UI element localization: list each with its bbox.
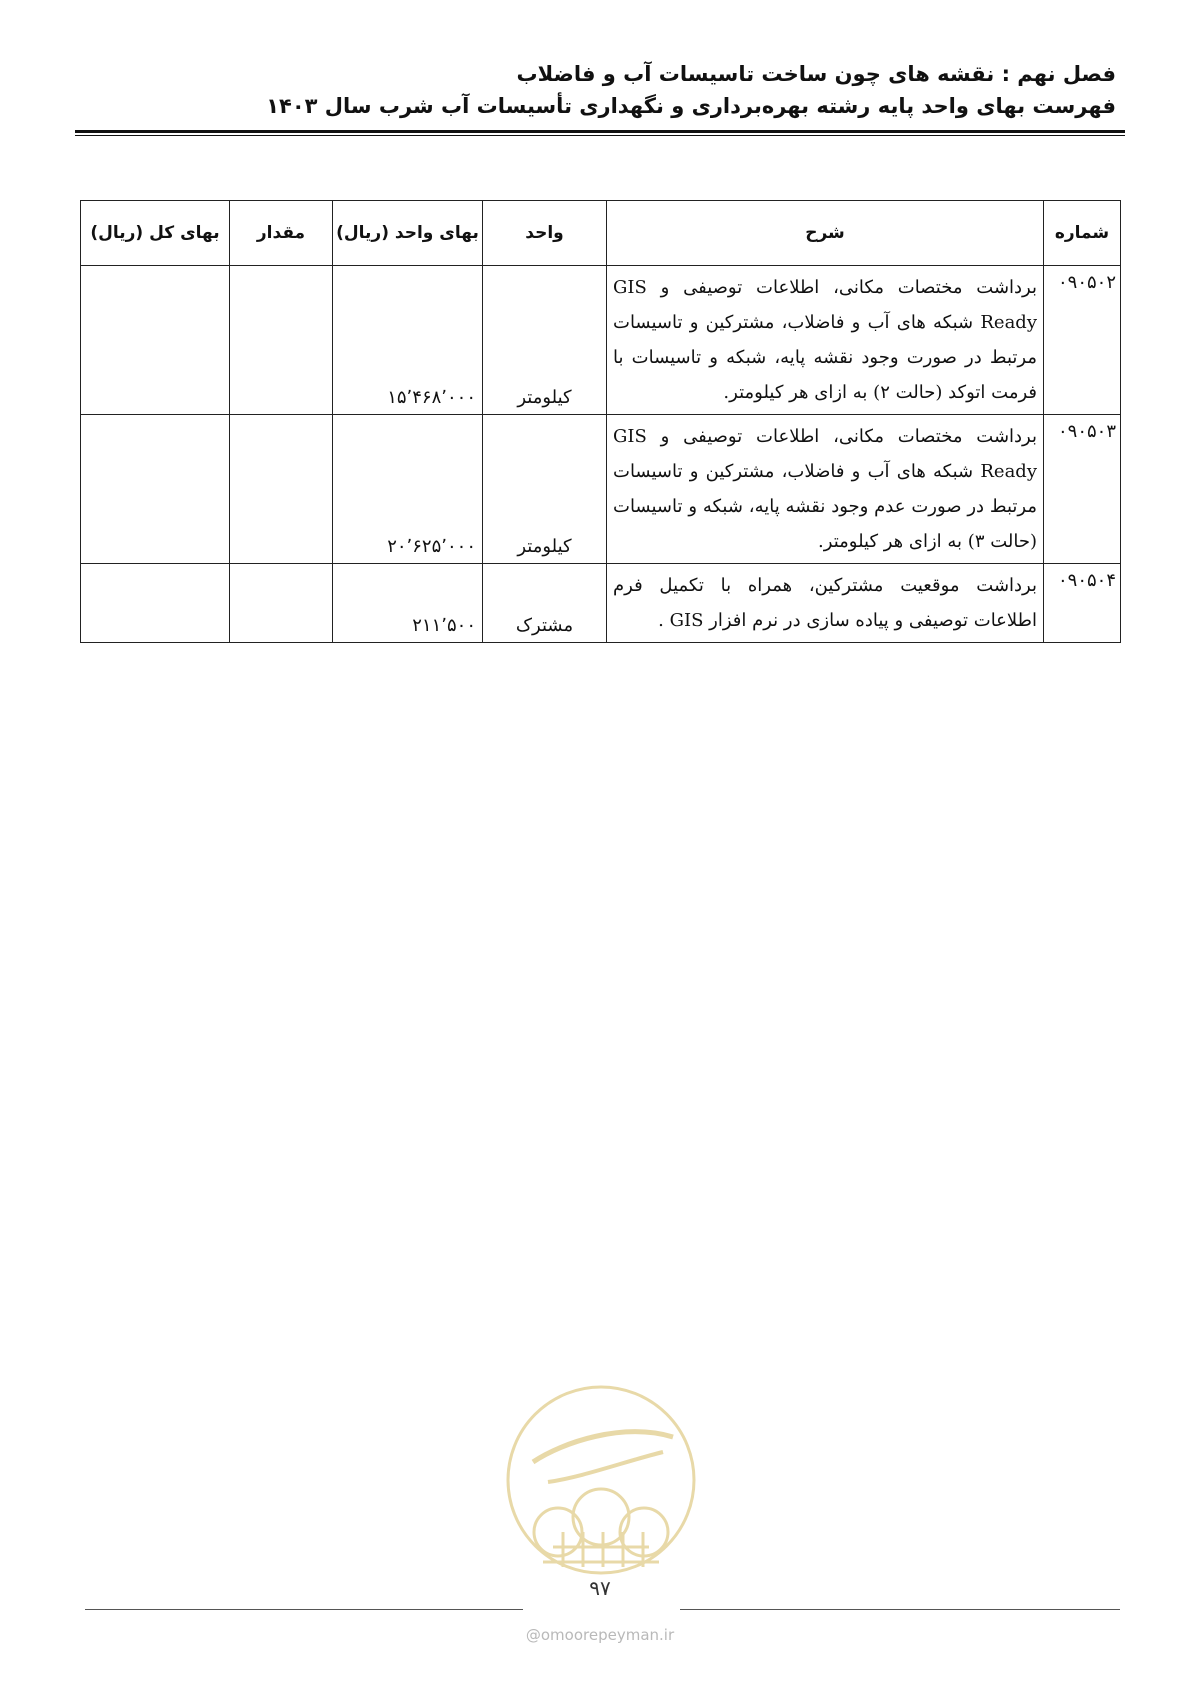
chapter-title: فصل نهم : نقشه های چون ساخت تاسیسات آب و فاضلاب <box>516 62 1116 86</box>
document-title: فهرست بهای واحد پایه رشته بهره‌برداری و نگهداری تأسیسات آب شرب سال ۱۴۰۳ <box>266 94 1116 118</box>
item-quantity <box>230 415 333 564</box>
header-rule-thin <box>75 135 1125 136</box>
table-row <box>81 415 1121 564</box>
item-number: ۰۹۰۵۰۳ <box>1044 415 1121 564</box>
item-unit-price: ۲۱۱٬۵۰۰ <box>333 564 483 643</box>
header-rule-thick <box>75 130 1125 133</box>
footer-handle: @omoorepeyman.ir <box>525 1626 675 1644</box>
item-number: ۰۹۰۵۰۴ <box>1044 564 1121 643</box>
column-header-total-price: بهای کل (ریال) <box>81 201 230 266</box>
item-description: برداشت موقعیت مشترکین، همراه با تکمیل فرم اطلاعات توصیفی و پیاده سازی در نرم افزار GIS . <box>607 564 1044 643</box>
table-header-row <box>81 201 1121 266</box>
column-header-unit: واحد <box>483 201 607 266</box>
item-total <box>81 415 230 564</box>
item-unit: کیلومتر <box>483 415 607 564</box>
item-total <box>81 564 230 643</box>
item-description: برداشت مختصات مکانی، اطلاعات توصیفی و GIS Ready شبکه های آب و فاضلاب، مشترکین و تاسیسات مرتبط در صورت عدم وجود نقشه پایه، شبکه و تاسیسات (حالت ۳) به ازای هر کیلومتر. <box>607 415 1044 564</box>
footer-rule-right <box>680 1609 1120 1610</box>
column-header-unit-price: بهای واحد (ریال) <box>333 201 483 266</box>
item-total <box>81 266 230 415</box>
item-unit: مشترک <box>483 564 607 643</box>
table-row <box>81 266 1121 415</box>
column-header-number: شماره <box>1044 201 1121 266</box>
watermark-logo <box>503 1382 699 1578</box>
item-number: ۰۹۰۵۰۲ <box>1044 266 1121 415</box>
item-quantity <box>230 266 333 415</box>
footer-rule-left <box>85 1609 523 1610</box>
item-unit-price: ۲۰٬۶۲۵٬۰۰۰ <box>333 415 483 564</box>
page-number: ۹۷ <box>589 1576 611 1600</box>
item-unit: کیلومتر <box>483 266 607 415</box>
item-quantity <box>230 564 333 643</box>
item-unit-price: ۱۵٬۴۶۸٬۰۰۰ <box>333 266 483 415</box>
column-header-description: شرح <box>607 201 1044 266</box>
table-row <box>81 564 1121 643</box>
price-list-table <box>80 200 1121 643</box>
page-header <box>66 58 1116 122</box>
column-header-quantity: مقدار <box>230 201 333 266</box>
item-description: برداشت مختصات مکانی، اطلاعات توصیفی و GIS Ready شبکه های آب و فاضلاب، مشترکین و تاسیسات مرتبط در صورت وجود نقشه پایه، شبکه و تاسیسات با فرمت اتوکد (حالت ۲) به ازای هر کیلومتر. <box>607 266 1044 415</box>
